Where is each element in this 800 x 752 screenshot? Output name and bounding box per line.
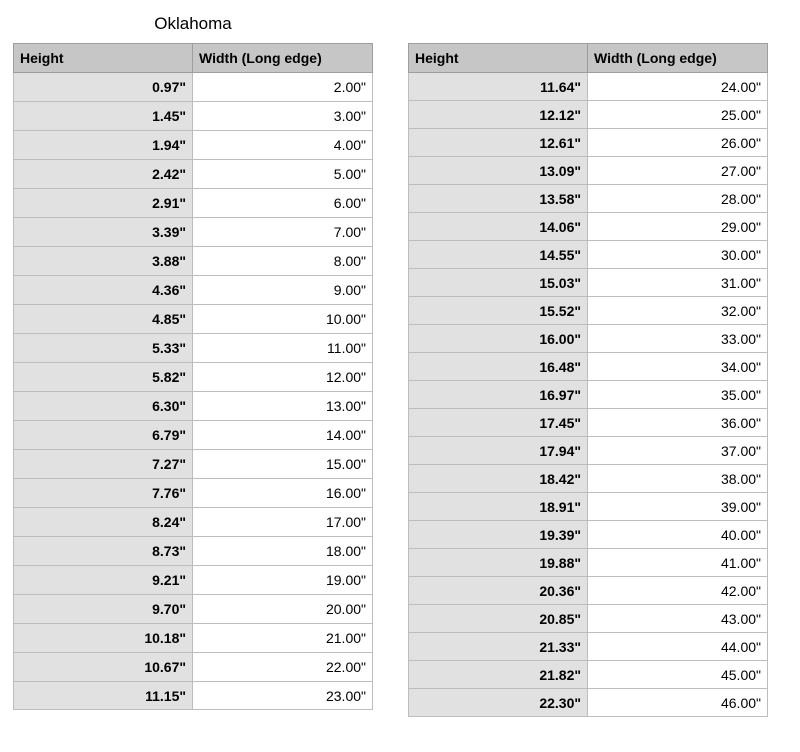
width-cell: 28.00" bbox=[588, 185, 768, 213]
height-cell: 19.88" bbox=[409, 549, 588, 577]
table-row bbox=[14, 653, 373, 682]
width-cell: 38.00" bbox=[588, 465, 768, 493]
height-cell: 13.58" bbox=[409, 185, 588, 213]
size-table-left bbox=[13, 43, 373, 710]
height-cell: 16.97" bbox=[409, 381, 588, 409]
width-cell: 27.00" bbox=[588, 157, 768, 185]
width-cell: 14.00" bbox=[193, 421, 373, 450]
height-cell: 19.39" bbox=[409, 521, 588, 549]
table-row bbox=[14, 566, 373, 595]
height-cell: 21.82" bbox=[409, 661, 588, 689]
width-cell: 40.00" bbox=[588, 521, 768, 549]
table-row bbox=[409, 297, 768, 325]
height-cell: 3.39" bbox=[14, 218, 193, 247]
height-cell: 13.09" bbox=[409, 157, 588, 185]
table-row bbox=[14, 479, 373, 508]
width-cell: 29.00" bbox=[588, 213, 768, 241]
width-cell: 22.00" bbox=[193, 653, 373, 682]
table-row bbox=[409, 409, 768, 437]
table-row bbox=[409, 101, 768, 129]
width-cell: 25.00" bbox=[588, 101, 768, 129]
height-cell: 7.76" bbox=[14, 479, 193, 508]
height-cell: 8.73" bbox=[14, 537, 193, 566]
table-header-row bbox=[14, 44, 373, 73]
height-cell: 16.00" bbox=[409, 325, 588, 353]
table-row bbox=[14, 102, 373, 131]
table-row bbox=[14, 595, 373, 624]
height-cell: 1.45" bbox=[14, 102, 193, 131]
table-row bbox=[409, 549, 768, 577]
width-cell: 36.00" bbox=[588, 409, 768, 437]
width-cell: 18.00" bbox=[193, 537, 373, 566]
width-cell: 45.00" bbox=[588, 661, 768, 689]
table-row bbox=[409, 213, 768, 241]
table-row bbox=[14, 392, 373, 421]
table-row bbox=[409, 353, 768, 381]
table-row bbox=[14, 305, 373, 334]
table-row bbox=[14, 508, 373, 537]
table-row bbox=[14, 450, 373, 479]
height-cell: 6.79" bbox=[14, 421, 193, 450]
width-cell: 12.00" bbox=[193, 363, 373, 392]
height-cell: 2.91" bbox=[14, 189, 193, 218]
table-row bbox=[409, 269, 768, 297]
table-row bbox=[14, 131, 373, 160]
height-cell: 11.64" bbox=[409, 73, 588, 101]
table-row bbox=[409, 325, 768, 353]
height-cell: 12.61" bbox=[409, 129, 588, 157]
height-cell: 17.45" bbox=[409, 409, 588, 437]
height-cell: 7.27" bbox=[14, 450, 193, 479]
width-cell: 3.00" bbox=[193, 102, 373, 131]
width-cell: 30.00" bbox=[588, 241, 768, 269]
height-cell: 20.36" bbox=[409, 577, 588, 605]
height-cell: 8.24" bbox=[14, 508, 193, 537]
width-cell: 9.00" bbox=[193, 276, 373, 305]
table-row bbox=[409, 185, 768, 213]
width-cell: 23.00" bbox=[193, 682, 373, 710]
size-table-right bbox=[408, 43, 768, 717]
column-header-width: Width (Long edge) bbox=[588, 44, 768, 73]
height-cell: 0.97" bbox=[14, 73, 193, 102]
page-title: Oklahoma bbox=[154, 14, 232, 33]
height-cell: 11.15" bbox=[14, 682, 193, 710]
height-cell: 15.52" bbox=[409, 297, 588, 325]
height-cell: 20.85" bbox=[409, 605, 588, 633]
width-cell: 8.00" bbox=[193, 247, 373, 276]
table-row bbox=[409, 689, 768, 717]
height-cell: 21.33" bbox=[409, 633, 588, 661]
column-header-height: Height bbox=[409, 44, 588, 73]
width-cell: 46.00" bbox=[588, 689, 768, 717]
table-row bbox=[409, 465, 768, 493]
table-row bbox=[14, 334, 373, 363]
table-row bbox=[14, 682, 373, 710]
table-header-row bbox=[409, 44, 768, 73]
table-row bbox=[409, 437, 768, 465]
width-cell: 24.00" bbox=[588, 73, 768, 101]
table-row bbox=[409, 521, 768, 549]
height-cell: 5.33" bbox=[14, 334, 193, 363]
height-cell: 2.42" bbox=[14, 160, 193, 189]
width-cell: 5.00" bbox=[193, 160, 373, 189]
column-header-width: Width (Long edge) bbox=[193, 44, 373, 73]
table-row bbox=[14, 73, 373, 102]
width-cell: 26.00" bbox=[588, 129, 768, 157]
width-cell: 39.00" bbox=[588, 493, 768, 521]
table-row bbox=[409, 577, 768, 605]
table-row bbox=[409, 73, 768, 101]
table-row bbox=[409, 661, 768, 689]
width-cell: 44.00" bbox=[588, 633, 768, 661]
height-cell: 4.85" bbox=[14, 305, 193, 334]
width-cell: 11.00" bbox=[193, 334, 373, 363]
table-row bbox=[409, 129, 768, 157]
height-cell: 10.18" bbox=[14, 624, 193, 653]
table-row bbox=[409, 633, 768, 661]
width-cell: 10.00" bbox=[193, 305, 373, 334]
width-cell: 35.00" bbox=[588, 381, 768, 409]
table-row bbox=[14, 218, 373, 247]
table-row bbox=[14, 624, 373, 653]
height-cell: 9.70" bbox=[14, 595, 193, 624]
width-cell: 42.00" bbox=[588, 577, 768, 605]
table-row bbox=[14, 160, 373, 189]
width-cell: 32.00" bbox=[588, 297, 768, 325]
table-row bbox=[409, 605, 768, 633]
width-cell: 4.00" bbox=[193, 131, 373, 160]
height-cell: 4.36" bbox=[14, 276, 193, 305]
width-cell: 15.00" bbox=[193, 450, 373, 479]
height-cell: 14.06" bbox=[409, 213, 588, 241]
height-cell: 9.21" bbox=[14, 566, 193, 595]
height-cell: 22.30" bbox=[409, 689, 588, 717]
column-header-height: Height bbox=[14, 44, 193, 73]
width-cell: 7.00" bbox=[193, 218, 373, 247]
height-cell: 14.55" bbox=[409, 241, 588, 269]
width-cell: 33.00" bbox=[588, 325, 768, 353]
height-cell: 6.30" bbox=[14, 392, 193, 421]
table-row bbox=[14, 189, 373, 218]
table-row bbox=[14, 276, 373, 305]
table-row bbox=[409, 381, 768, 409]
width-cell: 37.00" bbox=[588, 437, 768, 465]
width-cell: 6.00" bbox=[193, 189, 373, 218]
height-cell: 3.88" bbox=[14, 247, 193, 276]
width-cell: 21.00" bbox=[193, 624, 373, 653]
table-row bbox=[14, 363, 373, 392]
width-cell: 31.00" bbox=[588, 269, 768, 297]
width-cell: 43.00" bbox=[588, 605, 768, 633]
height-cell: 10.67" bbox=[14, 653, 193, 682]
width-cell: 20.00" bbox=[193, 595, 373, 624]
height-cell: 16.48" bbox=[409, 353, 588, 381]
width-cell: 17.00" bbox=[193, 508, 373, 537]
height-cell: 12.12" bbox=[409, 101, 588, 129]
height-cell: 5.82" bbox=[14, 363, 193, 392]
width-cell: 41.00" bbox=[588, 549, 768, 577]
height-cell: 17.94" bbox=[409, 437, 588, 465]
table-row bbox=[409, 493, 768, 521]
table-row bbox=[409, 157, 768, 185]
table-row bbox=[14, 247, 373, 276]
table-row bbox=[14, 421, 373, 450]
height-cell: 1.94" bbox=[14, 131, 193, 160]
width-cell: 16.00" bbox=[193, 479, 373, 508]
table-row bbox=[409, 241, 768, 269]
width-cell: 34.00" bbox=[588, 353, 768, 381]
width-cell: 19.00" bbox=[193, 566, 373, 595]
table-row bbox=[14, 537, 373, 566]
height-cell: 15.03" bbox=[409, 269, 588, 297]
width-cell: 2.00" bbox=[193, 73, 373, 102]
width-cell: 13.00" bbox=[193, 392, 373, 421]
height-cell: 18.91" bbox=[409, 493, 588, 521]
height-cell: 18.42" bbox=[409, 465, 588, 493]
